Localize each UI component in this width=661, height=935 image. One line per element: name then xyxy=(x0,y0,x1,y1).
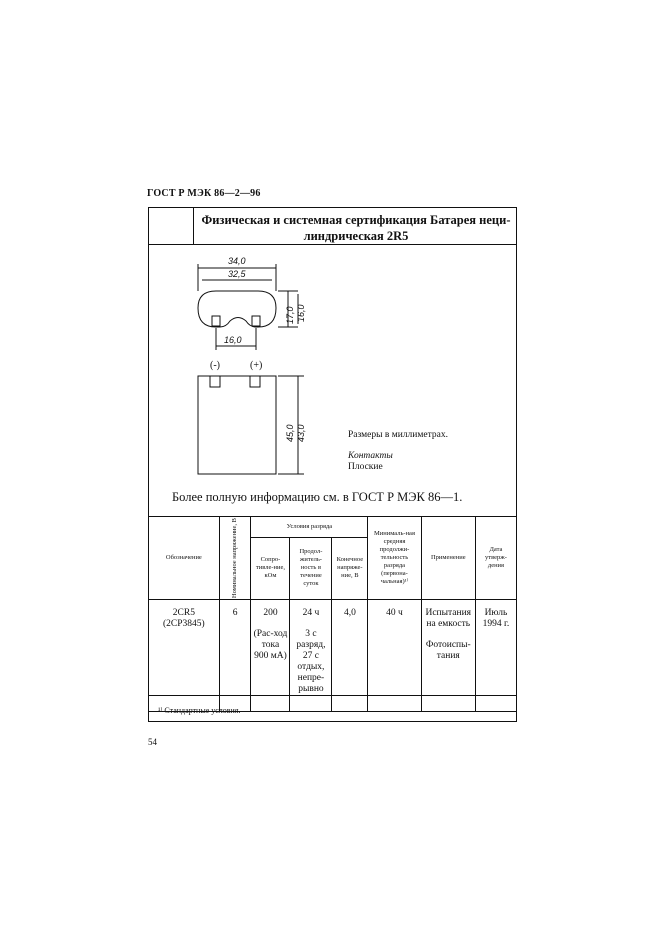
title-corner-box xyxy=(148,207,194,245)
top-view-outline xyxy=(198,291,276,327)
cell-min-avg-duration: 40 ч xyxy=(368,600,421,712)
title-divider xyxy=(194,244,517,245)
terminal-negative-label: (-) xyxy=(210,360,220,371)
battery-drawing xyxy=(170,250,330,480)
footnote: ¹⁾ Стандартные условия. xyxy=(158,706,241,715)
cell-application: Испытания на емкость Фотоиспы-тания xyxy=(421,600,475,712)
header-final-voltage: Конечное напряже-ние, В xyxy=(332,537,368,599)
document-title: Физическая и системная сертификация Батарея неци-линдрическая 2R5 xyxy=(201,213,511,243)
contacts-heading: Контакты xyxy=(348,451,393,461)
header-nominal-voltage: Номинальное напряжение, В xyxy=(219,517,251,600)
terminal-positive-label: (+) xyxy=(250,360,263,371)
header-designation: Обозначение xyxy=(149,517,220,600)
dim-width-outer: 34,0 xyxy=(228,256,246,266)
cell-designation: 2CR5 (2CP3845) xyxy=(149,600,220,712)
dim-height-b: 16,0 xyxy=(296,304,306,322)
top-view-contact-left xyxy=(212,316,220,326)
dimensions-note: Размеры в миллиметрах. xyxy=(348,430,448,440)
dim-width-inner: 32,5 xyxy=(228,269,246,279)
battery-spec-table xyxy=(148,516,517,712)
header-resistance: Сопро-тивле-ние, кОм xyxy=(251,537,290,599)
header-discharge-conditions: Условия разряда xyxy=(251,517,368,538)
dim-height-a: 17,0 xyxy=(285,306,295,324)
contacts-value: Плоские xyxy=(348,462,383,472)
header-application: Применение xyxy=(421,517,475,600)
front-view-contact-negative xyxy=(210,376,220,387)
cell-resistance: 200 (Рас-ход тока 900 мА) xyxy=(251,600,290,712)
standard-header: ГОСТ Р МЭК 86—2—96 xyxy=(147,188,261,199)
cell-approval-date: Июль 1994 г. xyxy=(475,600,516,712)
header-duration: Продол-житель-ность в течение суток xyxy=(290,537,332,599)
cell-duration: 24 ч 3 с разряд, 27 с отдых, непре-рывно xyxy=(290,600,332,712)
footnote-divider xyxy=(148,695,517,696)
front-view-outline xyxy=(198,376,276,474)
cell-final-voltage: 4,0 xyxy=(332,600,368,712)
dim-contact-spacing: 16,0 xyxy=(224,335,242,345)
header-min-avg-duration: Минималь-ная средняя продолжи-тельность разряда (первона-чальная)¹⁾ xyxy=(368,517,421,600)
top-view-contact-right xyxy=(252,316,260,326)
dim-body-height-b: 43,0 xyxy=(296,424,306,442)
cell-nominal-voltage: 6 xyxy=(219,600,251,712)
page-number: 54 xyxy=(148,737,157,747)
more-info-reference: Более полную информацию см. в ГОСТ Р МЭК 86—1. xyxy=(172,490,463,504)
dim-body-height-a: 45,0 xyxy=(285,424,295,442)
front-view-contact-positive xyxy=(250,376,260,387)
header-approval-date: Дата утверж-дения xyxy=(475,517,516,600)
